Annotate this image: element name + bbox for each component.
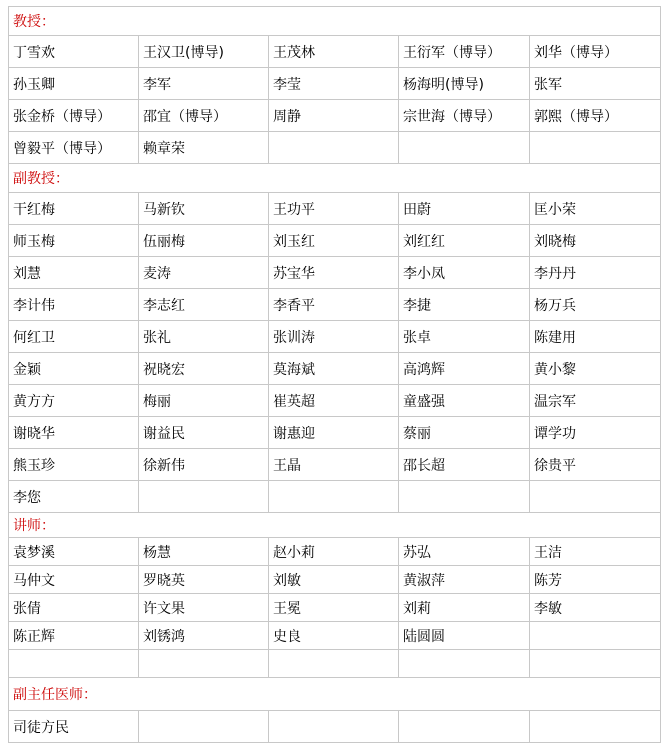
section-title: 副教授： [9,164,661,193]
name-cell: 苏宝华 [269,257,399,289]
section-title: 讲师： [9,513,661,538]
name-cell [530,132,661,164]
name-cell: 刘晓梅 [530,225,661,257]
name-cell: 王汉卫(博导) [139,36,269,68]
table-row [9,225,661,257]
name-cell: 刘锈鸿 [139,622,269,650]
section-title: 教授： [9,7,661,36]
name-cell: 王衍军（博导） [399,36,530,68]
name-cell [139,650,269,678]
name-cell: 苏弘 [399,538,530,566]
name-cell: 黄淑萍 [399,566,530,594]
name-cell: 邵长超 [399,449,530,481]
name-cell: 匡小荣 [530,193,661,225]
name-cell: 马新钦 [139,193,269,225]
name-cell: 莫海斌 [269,353,399,385]
name-cell: 祝晓宏 [139,353,269,385]
name-cell: 梅丽 [139,385,269,417]
name-cell: 司徒方民 [9,711,139,743]
name-cell: 张倩 [9,594,139,622]
name-cell: 李丹丹 [530,257,661,289]
table-row [9,132,661,164]
name-cell: 宗世海（博导） [399,100,530,132]
table-row [9,100,661,132]
table-row [9,594,661,622]
name-cell: 马仲文 [9,566,139,594]
name-cell [269,650,399,678]
name-cell: 张训涛 [269,321,399,353]
name-cell: 刘慧 [9,257,139,289]
table-row [9,481,661,513]
table-row [9,36,661,68]
name-cell: 崔英超 [269,385,399,417]
name-cell: 何红卫 [9,321,139,353]
name-cell [399,711,530,743]
table-row [9,711,661,743]
name-cell: 王功平 [269,193,399,225]
name-cell: 谢惠迎 [269,417,399,449]
name-cell: 王冕 [269,594,399,622]
name-cell [269,132,399,164]
name-cell: 田蔚 [399,193,530,225]
name-cell: 王晶 [269,449,399,481]
name-cell: 李志红 [139,289,269,321]
section-header-professor [9,7,661,36]
name-cell: 陆圆圆 [399,622,530,650]
name-cell: 伍丽梅 [139,225,269,257]
table-row [9,417,661,449]
table-row [9,289,661,321]
name-cell: 师玉梅 [9,225,139,257]
name-cell [9,650,139,678]
name-cell: 李军 [139,68,269,100]
table-row [9,257,661,289]
name-cell: 干红梅 [9,193,139,225]
name-cell: 李小凤 [399,257,530,289]
name-cell: 刘莉 [399,594,530,622]
name-cell: 刘红红 [399,225,530,257]
name-cell: 罗晓英 [139,566,269,594]
name-cell: 杨海明(博导) [399,68,530,100]
name-cell: 黄方方 [9,385,139,417]
name-cell: 史良 [269,622,399,650]
name-cell: 黄小黎 [530,353,661,385]
name-cell: 丁雪欢 [9,36,139,68]
name-cell: 陈正辉 [9,622,139,650]
name-cell: 郭熙（博导） [530,100,661,132]
name-cell: 蔡丽 [399,417,530,449]
name-cell [530,481,661,513]
name-cell: 谭学功 [530,417,661,449]
name-cell: 刘华（博导） [530,36,661,68]
name-cell: 孙玉卿 [9,68,139,100]
faculty-table [8,6,661,743]
name-cell: 邵宜（博导） [139,100,269,132]
name-cell: 陈建用 [530,321,661,353]
table-row [9,68,661,100]
name-cell: 熊玉珍 [9,449,139,481]
table-row [9,193,661,225]
name-cell: 刘敏 [269,566,399,594]
name-cell: 赵小莉 [269,538,399,566]
name-cell: 李莹 [269,68,399,100]
name-cell: 张卓 [399,321,530,353]
faculty-table-body [9,7,661,743]
name-cell [530,622,661,650]
table-row [9,449,661,481]
name-cell: 杨慧 [139,538,269,566]
name-cell: 王洁 [530,538,661,566]
table-row [9,321,661,353]
name-cell [139,481,269,513]
section-header-lecturer [9,513,661,538]
table-row [9,566,661,594]
name-cell [399,650,530,678]
name-cell: 温宗军 [530,385,661,417]
table-row [9,385,661,417]
name-cell [269,481,399,513]
name-cell: 金颖 [9,353,139,385]
name-cell [530,711,661,743]
name-cell: 谢益民 [139,417,269,449]
name-cell [530,650,661,678]
section-header-associate [9,164,661,193]
name-cell: 李香平 [269,289,399,321]
name-cell: 张礼 [139,321,269,353]
name-cell: 徐贵平 [530,449,661,481]
name-cell: 杨万兵 [530,289,661,321]
name-cell: 陈芳 [530,566,661,594]
name-cell: 麦涛 [139,257,269,289]
name-cell: 谢晓华 [9,417,139,449]
name-cell: 高鸿辉 [399,353,530,385]
name-cell: 李捷 [399,289,530,321]
section-header-deputy_chief [9,678,661,711]
name-cell: 张军 [530,68,661,100]
name-cell [269,711,399,743]
name-cell: 周静 [269,100,399,132]
name-cell: 童盛强 [399,385,530,417]
name-cell: 曾毅平（博导） [9,132,139,164]
name-cell: 刘玉红 [269,225,399,257]
name-cell [399,481,530,513]
name-cell [139,711,269,743]
table-row [9,622,661,650]
name-cell: 李敏 [530,594,661,622]
name-cell: 张金桥（博导） [9,100,139,132]
name-cell: 袁梦溪 [9,538,139,566]
name-cell [399,132,530,164]
name-cell: 王茂林 [269,36,399,68]
name-cell: 赖章荣 [139,132,269,164]
name-cell: 徐新伟 [139,449,269,481]
table-row [9,353,661,385]
table-row [9,650,661,678]
name-cell: 许文果 [139,594,269,622]
name-cell: 李您 [9,481,139,513]
name-cell: 李计伟 [9,289,139,321]
table-row [9,538,661,566]
section-title: 副主任医师： [9,678,661,711]
